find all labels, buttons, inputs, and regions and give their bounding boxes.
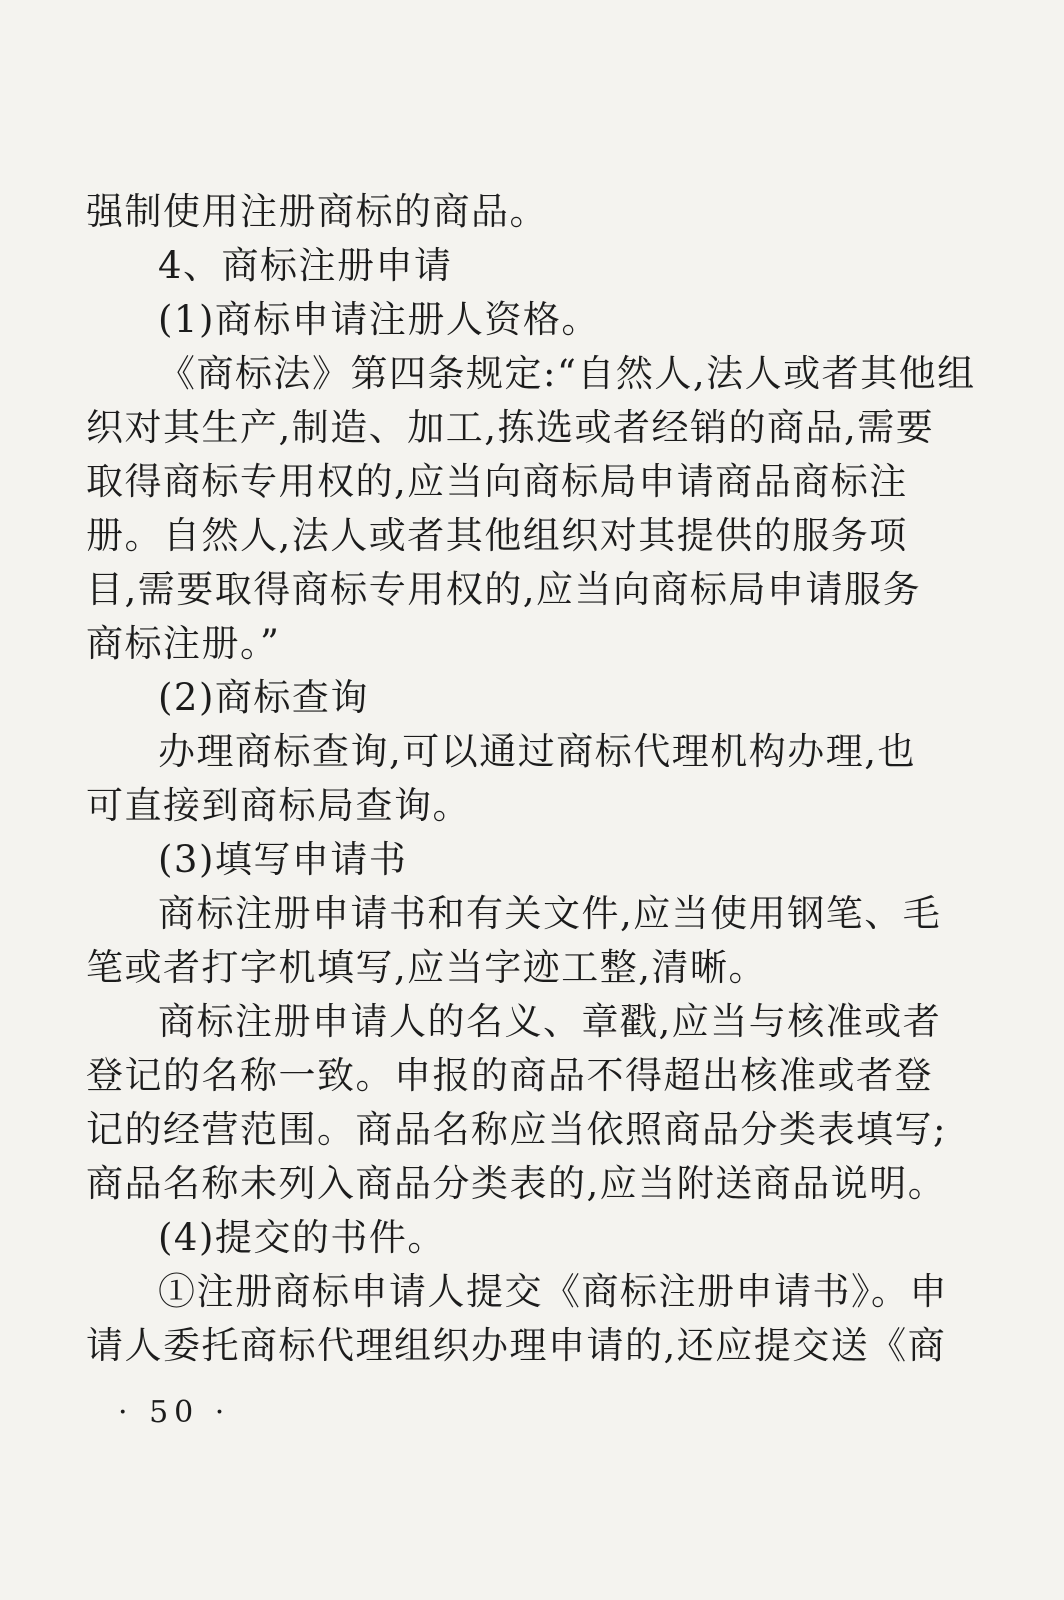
text-line: 织对其生产,制造、加工,拣选或者经销的商品,需要: [86, 406, 935, 449]
page-number: · 50 ·: [118, 1395, 231, 1430]
subsection-heading: (2)商标查询: [158, 676, 369, 719]
text-line: 册。自然人,法人或者其他组织对其提供的服务项: [86, 514, 908, 557]
text-line: 笔或者打字机填写,应当字迹工整,清晰。: [86, 946, 768, 989]
subsection-heading: (3)填写申请书: [158, 838, 408, 881]
text-line: 取得商标专用权的,应当向商标局申请商品商标注: [86, 460, 908, 503]
text-line: 商标注册申请人的名义、章戳,应当与核准或者: [158, 1000, 942, 1043]
text-line: 登记的名称一致。申报的商品不得超出核准或者登: [86, 1054, 933, 1097]
text-line: 请人委托商标代理组织办理申请的,还应提交送《商: [86, 1324, 947, 1367]
subsection-heading: (1)商标申请注册人资格。: [158, 298, 600, 341]
text-line: 强制使用注册商标的商品。: [86, 190, 548, 233]
text-line: 记的经营范围。商品名称应当依照商品分类表填写;: [86, 1108, 947, 1151]
section-heading: 4、商标注册申请: [158, 244, 453, 287]
text-line: 办理商标查询,可以通过商标代理机构办理,也: [158, 730, 917, 773]
text-line: ①注册商标申请人提交《商标注册申请书》。申: [158, 1270, 948, 1313]
text-line: 目,需要取得商标专用权的,应当向商标局申请服务: [86, 568, 922, 611]
text-line: 商标注册。”: [86, 622, 281, 665]
text-line: 商品名称未列入商品分类表的,应当附送商品说明。: [86, 1162, 947, 1205]
text-line: 可直接到商标局查询。: [86, 784, 471, 827]
subsection-heading: (4)提交的书件。: [158, 1216, 446, 1259]
text-line: 商标注册申请书和有关文件,应当使用钢笔、毛: [158, 892, 942, 935]
text-line: 《商标法》第四条规定:“自然人,法人或者其他组: [158, 352, 976, 395]
